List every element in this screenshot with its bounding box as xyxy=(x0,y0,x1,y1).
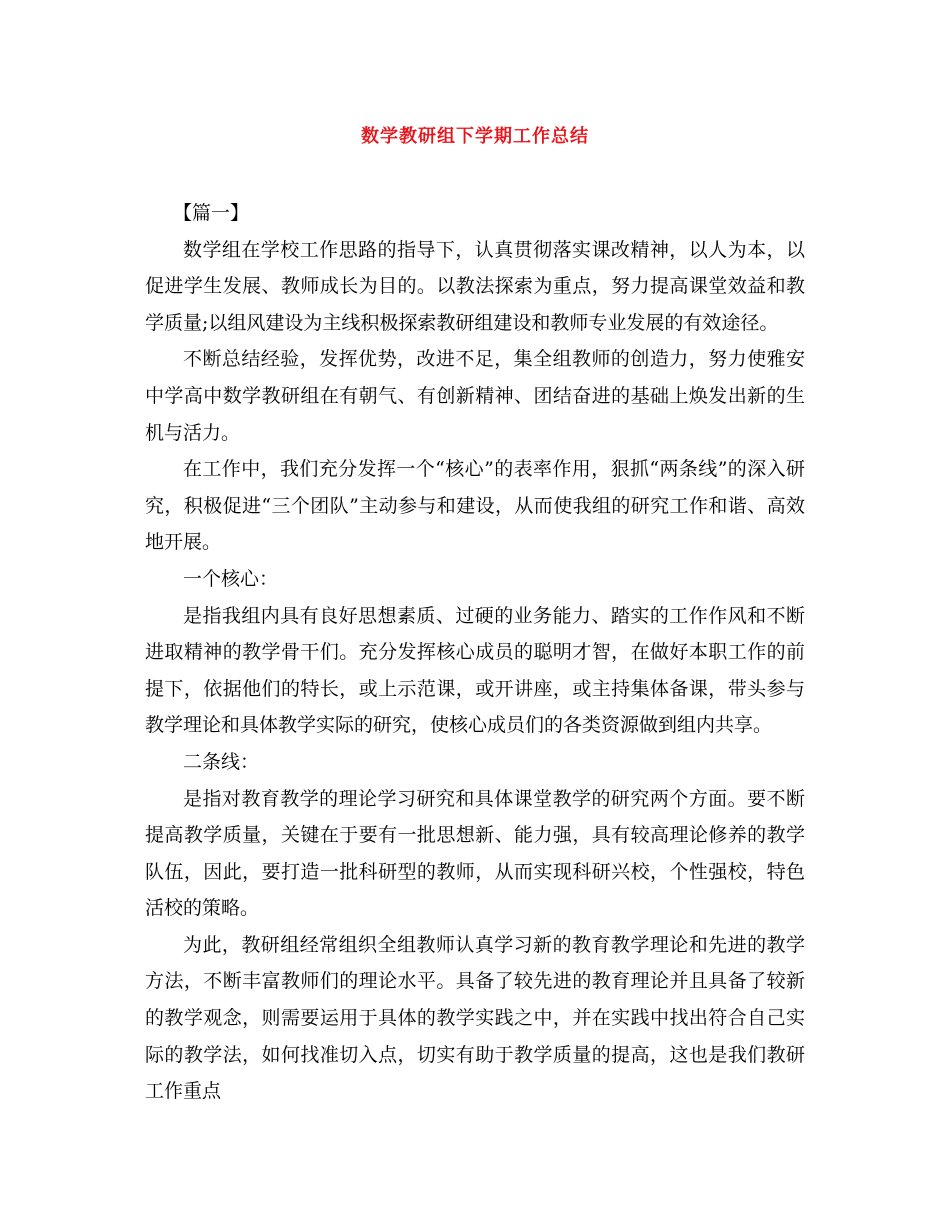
paragraph: 不断总结经验，发挥优势，改进不足，集全组教师的创造力，努力使雅安中学高中数学教研组在有朝气、有创新精神、团结奋进的基础上焕发出新的生机与活力。 xyxy=(145,348,805,444)
paragraph: 在工作中，我们充分发挥一个“核心”的表率作用，狠抓“两条线”的深入研究，积极促进“三个团队”主动参与和建设，从而使我组的研究工作和谐、高效地开展。 xyxy=(145,458,805,554)
paragraph: 为此，教研组经常组织全组教师认真学习新的教育教学理论和先进的教学方法，不断丰富教师们的理论水平。具备了较先进的教育理论并且具备了较新的教学观念，则需要运用于具体的教学实践之中，并在实践中找出符合自己实际的教学法，如何找准切入点，切实有助于教学质量的提高，这也是我们教研工作重点 xyxy=(145,933,805,1103)
paragraph: 数学组在学校工作思路的指导下，认真贯彻落实课改精神，以人为本，以促进学生发展、教师成长为目的。以教法探索为重点，努力提高课堂效益和教学质量;以组风建设为主线积极探索教研组建设和教师专业发展的有效途径。 xyxy=(145,238,805,334)
section-label: 【篇一】 xyxy=(173,202,250,224)
subheading: 一个核心： xyxy=(183,567,279,590)
subheading: 二条线： xyxy=(183,750,260,773)
document-body xyxy=(145,195,805,1110)
document-title: 数学教研组下学期工作总结 xyxy=(361,126,589,147)
paragraph: 是指我组内具有良好思想素质、过硬的业务能力、踏实的工作作风和不断进取精神的教学骨干们。充分发挥核心成员的聪明才智，在做好本职工作的前提下，依据他们的特长，或上示范课，或开讲座，或主持集体备课，带头参与教学理论和具体教学实际的研究，使核心成员们的各类资源做到组内共享。 xyxy=(145,604,805,737)
paragraph: 是指对教育教学的理论学习研究和具体课堂教学的研究两个方面。要不断提高教学质量，关键在于要有一批思想新、能力强，具有较高理论修养的教学队伍，因此，要打造一批科研型的教师，从而实现科研兴校，个性强校，特色活校的策略。 xyxy=(145,787,805,920)
